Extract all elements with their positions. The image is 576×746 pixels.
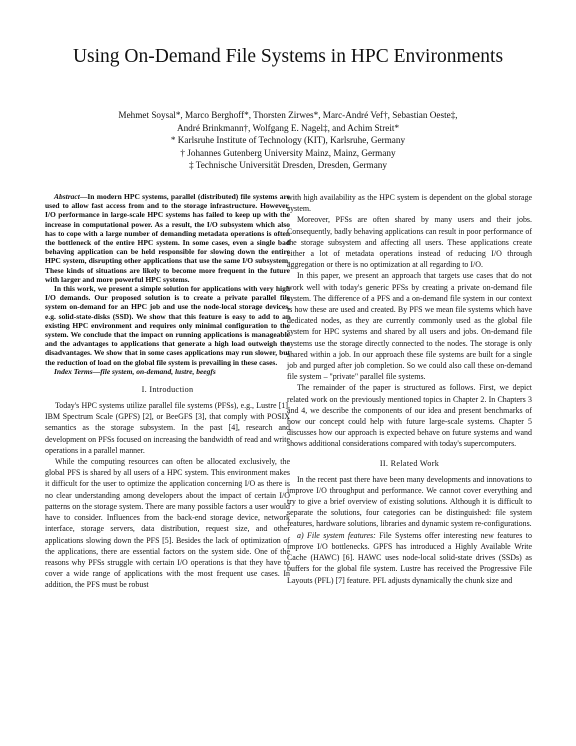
abstract (45, 192, 290, 376)
affiliation-jgu: † Johannes Gutenberg University Mainz, Mainz, Germany (180, 147, 396, 158)
section-heading-introduction: I. Introduction (141, 385, 194, 395)
related-paragraph-2: a) File system features: File Systems offer interesting new features to improve I/O bottlenecks. GPFS has introduced a Highly Available Write Cache (HAWC) [6]. HAWC uses node-local solid-state drives (SSDs) as buffers for the global file system. Lustre has received the Progressive File Layouts (PFL) [7] feature. PFL adjusts dynamically the chunk size and (287, 530, 532, 585)
section-heading-related-work: II. Related Work (379, 458, 440, 468)
authors-line-1: Mehmet Soysal*, Marco Berghoff*, Thorsten Zirwes*, Marc-André Vef†, Sebastian Oeste‡, (118, 110, 458, 120)
intro-paragraph-1: Today's HPC systems utilize parallel file systems (PFSs), e.g., Lustre [1], IBM Spectrum Scale (GPFS) [2], or BeeGFS [3], that comply with POSIX semantics as the storage subsystem. In the past [4], research and development on PFSs focused on increasing the bandwidth of read and write operations in a parallel manner. (45, 401, 290, 455)
affiliation-tud: ‡ Technische Universität Dresden, Dresden, Germany (189, 160, 387, 170)
author-block (40, 109, 536, 172)
intro-paragraph-5: The remainder of the paper is structured as follows. First, we depict related work on the previously mentioned topics in Chapter 2. In Chapters 3 and 4, we describe the components of our idea and present benchmarks of how our concept could help with future large-scale systems. Chapter 5 discusses how our approach is expected behave on future systems and wand shows additional considerations compared with today's supercomputers. (287, 383, 532, 449)
subsection-label-file-system-features: a) File system features: (297, 530, 376, 540)
intro-paragraph-2-continued: with high availability as the HPC system is dependent on the global storage system. (287, 193, 532, 214)
affiliation-kit: * Karlsruhe Institute of Technology (KIT), Karlsruhe, Germany (170, 135, 406, 145)
intro-paragraph-3: Moreover, PFSs are often shared by many users and their jobs. Consequently, badly behaving applications can result in poor performance of the storage subsystem and affecting all users. These applications create either a lot of metadata operations instead of reducing I/O through aggregation or there is no optimization at all regarding to I/O. (287, 215, 532, 270)
introduction-section (45, 384, 290, 590)
abstract-label: Abstract (54, 192, 80, 201)
abstract-paragraph-2: In this work, we present a simple solution for applications with very high I/O demands. Our proposed solution is to create a private parallel file system on-demand for an HPC job and use the node-local storage devices, e.g. solid-state-disks (SSD). We show that this feature is easy to add to an existing HPC environment and requires only minimal configuration to the system. We conclude that the impact on running applications is manageable and the advantages to applications that generate a high load outweigh the disadvantages. We show that in some cases applications may run slower, but the reduction of load on the global file system is prevailing in these cases. (45, 284, 290, 367)
abstract-paragraph-1: Abstract—In modern HPC systems, parallel (distributed) file systems are used to allow fast access from and to the storage infrastructure. However, I/O performance in large-scale HPC systems has failed to keep up with the increase in computational power. As a result, the I/O subsystem which also has to cope with a large number of demanding metadata operations is often the bottleneck of the entire HPC system. In some cases, even a single bad behaving application can be held responsible for slowing down the entire HPC system, disrupting other applications that use the same I/O subsystem. These kinds of situations are likely to become more frequent in the future with larger and more powerful HPC systems. (45, 192, 290, 284)
left-column (45, 192, 290, 591)
authors-line-2: André Brinkmann†, Wolfgang E. Nagel‡, and Achim Streit* (176, 122, 400, 133)
index-terms: Index Terms—file system, on-demand, lustre, beegfs (54, 366, 216, 376)
paper-title: Using On-Demand File Systems in HPC Environments (72, 46, 504, 67)
intro-paragraph-2: While the computing resources can often be allocated exclusively, the global PFS is shared by all users of a HPC system. This environment makes it difficult for the user to optimize the application concerning I/O as there is no clear understanding among developers about the impact of certain I/O patterns on the storage system. There are many possible factors a user would have to consider. Influences from the back-end storage device, network interface, storage servers, data distribution, request size, and other applications slowing down the PFS [5]. Besides the lack of optimization of the applications, there are essential factors on the system side. One of the reasons why PFSs struggle with certain I/O operations is that they have to cover a wide range of applications with the most frequent use cases. In addition, the PFS must be robust (45, 457, 290, 590)
related-paragraph-1: In the recent past there have been many developments and innovations to improve I/O throughput and performance. We cannot cover everything and try to give a brief overview of existing solutions. Although it is difficult to separate the solutions, four categories can be distinguished: file system features, hardware solutions, libraries and dynamic system re-configurations. (287, 474, 532, 529)
right-column (287, 192, 532, 586)
index-terms-label: Index Terms (54, 366, 93, 376)
intro-paragraph-4: In this paper, we present an approach that targets use cases that do not work well with today's generic PFSs by creating a private on-demand file system. The difference of a PFS and a on-demand file system in our context is how these are used and created. By PFS we mean file systems which have dedicated nodes, as they are currently commonly used as the global file system for HPC systems and shared by all users and jobs. On-demand file systems use the storage directly connected to the nodes. The storage is only shared within a job. In our approach these file systems are built for a single job and purged after job completion. So we could also call these on-demand file system – "private" parallel file systems. (287, 271, 532, 382)
